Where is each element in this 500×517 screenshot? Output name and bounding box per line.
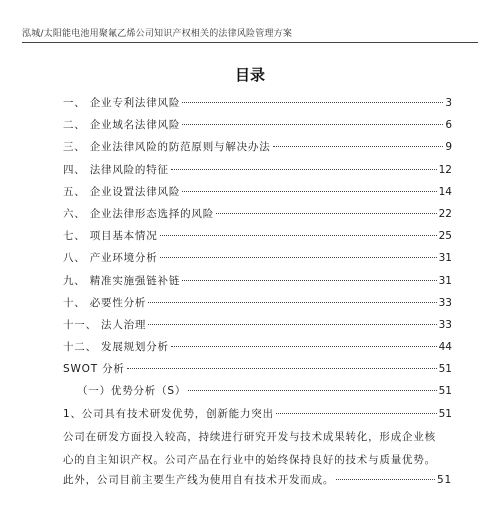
toc-entry[interactable]	[63, 206, 452, 228]
toc-entry-label: 十、 必要性分析	[63, 296, 147, 309]
toc-entry-page-number: 22	[438, 207, 452, 220]
toc-entry-page-number: 14	[438, 185, 452, 198]
dot-leader	[182, 280, 436, 281]
toc-entry[interactable]	[63, 139, 452, 161]
toc-entry-page-number: 51	[438, 407, 452, 420]
paragraph-line-2: 心的自主知识产权。公司产品在行业中的始终保持良好的技术与质量优势。	[63, 454, 436, 466]
toc-entry[interactable]	[63, 383, 452, 405]
dot-leader	[182, 191, 436, 192]
dot-leader	[336, 479, 435, 480]
toc-entry-label: 五、 企业设置法律风险	[63, 185, 181, 198]
dot-leader	[148, 302, 436, 303]
toc-entry[interactable]	[63, 295, 452, 317]
toc-entry-page-number: 31	[438, 252, 452, 265]
toc-entry-label: 十二、 发展规划分析	[63, 341, 169, 354]
toc-entry[interactable]	[63, 250, 452, 272]
table-of-contents	[63, 95, 452, 428]
toc-entry-page-number: 51	[438, 363, 452, 376]
toc-entry-label: 三、 企业法律风险的防范原则与解决办法	[63, 141, 271, 154]
dot-leader	[171, 346, 437, 347]
toc-entry-page-number: 3	[445, 97, 452, 109]
toc-entry-label: （一）优势分析（S）	[77, 385, 187, 398]
toc-entry-label: 二、 企业域名法律风险	[63, 119, 181, 132]
toc-entry-label: 一、 企业专利法律风险	[63, 97, 181, 109]
dot-leader	[171, 169, 437, 170]
dot-leader	[160, 235, 437, 236]
dot-leader	[188, 390, 436, 391]
toc-entry[interactable]	[63, 406, 452, 428]
header-rule	[22, 42, 478, 43]
toc-entry[interactable]	[63, 273, 452, 295]
toc-entry[interactable]	[63, 184, 452, 206]
toc-entry-continued[interactable]	[63, 472, 452, 487]
toc-entry-page-number: 6	[445, 119, 452, 132]
toc-entry[interactable]	[63, 361, 452, 383]
continued-entry-page: 51	[437, 474, 452, 486]
toc-entry[interactable]	[63, 162, 452, 184]
toc-entry-label: 八、 产业环境分析	[63, 252, 158, 265]
body-paragraph	[63, 426, 452, 472]
dot-leader	[276, 413, 437, 414]
dot-leader	[160, 257, 437, 258]
toc-entry-label: 四、 法律风险的特征	[63, 163, 169, 176]
toc-entry[interactable]	[63, 339, 452, 361]
toc-entry-label: SWOT 分析	[63, 363, 125, 376]
dot-leader	[182, 102, 443, 103]
continued-entry-label: 此外，公司目前主要生产线为使用自有技术开发而成。	[63, 474, 335, 486]
toc-entry[interactable]	[63, 317, 452, 339]
toc-entry-label: 六、 企业法律形态选择的风险	[63, 207, 215, 220]
dot-leader	[273, 146, 444, 147]
toc-entry-page-number: 33	[438, 296, 452, 309]
toc-entry-page-number: 31	[438, 274, 452, 287]
toc-entry-page-number: 44	[438, 341, 452, 354]
toc-entry[interactable]	[63, 95, 452, 117]
document-header: 泓城/太阳能电池用聚氟乙烯公司知识产权相关的法律风险管理方案	[22, 29, 293, 39]
toc-entry[interactable]	[63, 117, 452, 139]
toc-entry-page-number: 51	[438, 385, 452, 398]
toc-entry-label: 九、 精准实施强链补链	[63, 274, 181, 287]
dot-leader	[182, 124, 443, 125]
toc-entry-page-number: 9	[445, 141, 452, 154]
toc-entry-label: 十一、 法人治理	[63, 318, 147, 331]
toc-title: 目录	[234, 66, 265, 84]
toc-entry-label: 七、 项目基本情况	[63, 230, 158, 243]
toc-entry-page-number: 12	[438, 163, 452, 176]
toc-entry-page-number: 33	[438, 318, 452, 331]
dot-leader	[148, 324, 436, 325]
dot-leader	[216, 213, 437, 214]
toc-entry-label: 1、公司具有技术研发优势，创新能力突出	[63, 407, 274, 420]
toc-entry-page-number: 25	[438, 230, 452, 243]
toc-entry[interactable]	[63, 228, 452, 250]
dot-leader	[127, 368, 437, 369]
paragraph-line-1: 公司在研发方面投入较高，持续进行研究开发与技术成果转化，形成企业核	[63, 431, 436, 443]
